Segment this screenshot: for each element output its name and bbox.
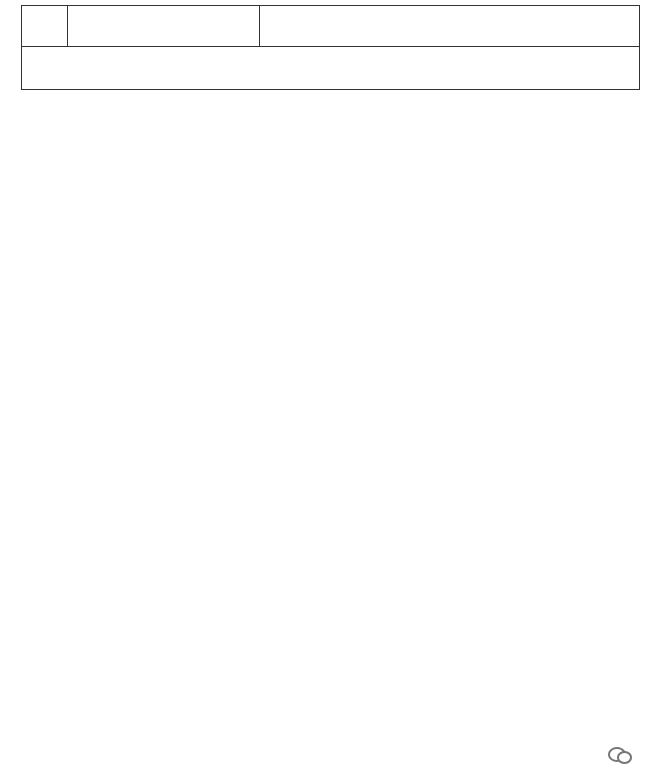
header-name <box>68 6 260 47</box>
watermark <box>608 745 635 763</box>
notice-row <box>22 47 640 90</box>
table-header-row <box>22 6 640 47</box>
wechat-icon <box>608 745 630 763</box>
notice-cell <box>22 47 640 90</box>
header-no <box>22 6 68 47</box>
header-address <box>260 6 640 47</box>
service-points-table <box>21 5 640 90</box>
